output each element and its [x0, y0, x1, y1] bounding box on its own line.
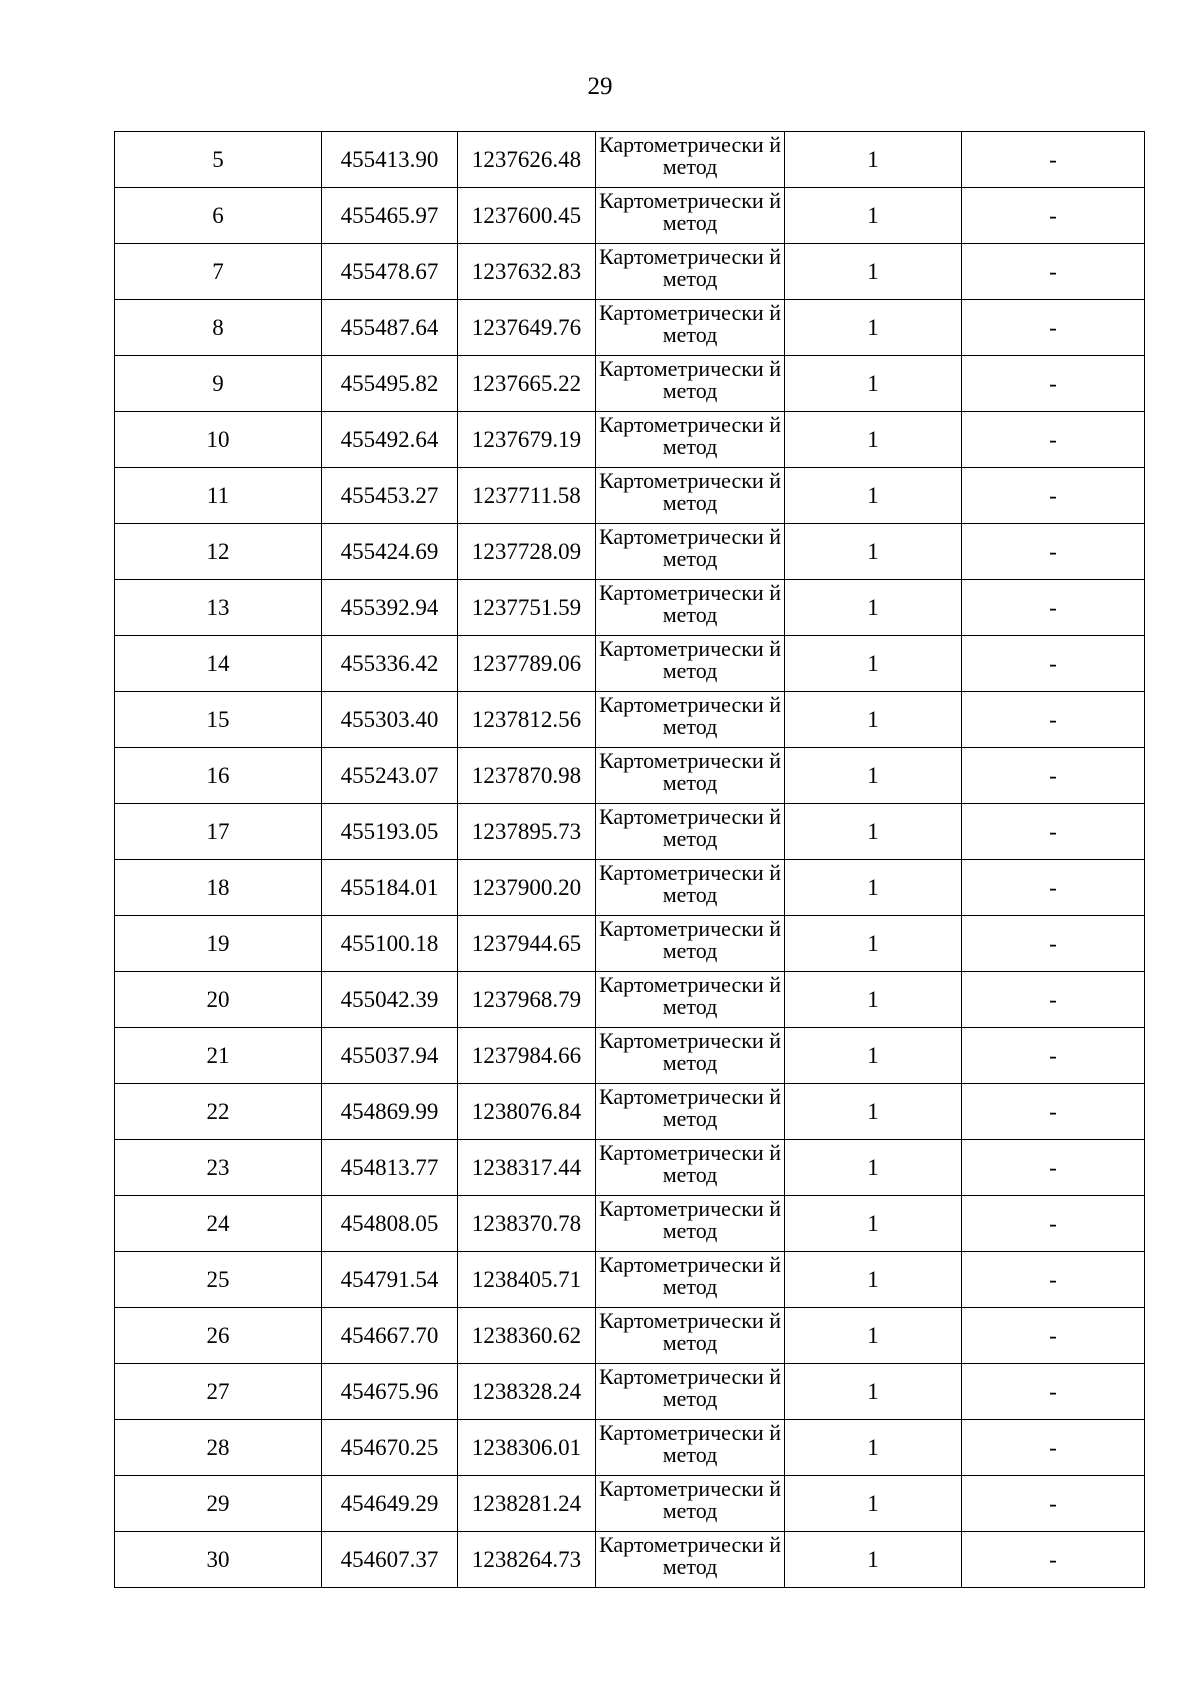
table-row	[115, 356, 1145, 412]
accuracy-cell: 1	[785, 1028, 962, 1084]
table-row	[115, 972, 1145, 1028]
method-cell: Картометрически й метод	[596, 1028, 785, 1084]
table-row	[115, 636, 1145, 692]
description-cell: -	[962, 524, 1145, 580]
point-number-cell: 23	[115, 1140, 322, 1196]
accuracy-cell: 1	[785, 804, 962, 860]
accuracy-cell: 1	[785, 412, 962, 468]
accuracy-cell: 1	[785, 524, 962, 580]
accuracy-cell: 1	[785, 1420, 962, 1476]
table-row	[115, 692, 1145, 748]
point-number-cell: 25	[115, 1252, 322, 1308]
method-cell: Картометрически й метод	[596, 580, 785, 636]
method-cell: Картометрически й метод	[596, 356, 785, 412]
x-coordinate-cell: 455392.94	[322, 580, 458, 636]
method-cell: Картометрически й метод	[596, 1420, 785, 1476]
table-row	[115, 1364, 1145, 1420]
y-coordinate-cell: 1237900.20	[458, 860, 596, 916]
accuracy-cell: 1	[785, 692, 962, 748]
accuracy-cell: 1	[785, 1084, 962, 1140]
x-coordinate-cell: 454649.29	[322, 1476, 458, 1532]
y-coordinate-cell: 1237679.19	[458, 412, 596, 468]
point-number-cell: 26	[115, 1308, 322, 1364]
y-coordinate-cell: 1238281.24	[458, 1476, 596, 1532]
description-cell: -	[962, 1084, 1145, 1140]
accuracy-cell: 1	[785, 188, 962, 244]
description-cell: -	[962, 1028, 1145, 1084]
y-coordinate-cell: 1238076.84	[458, 1084, 596, 1140]
x-coordinate-cell: 455487.64	[322, 300, 458, 356]
y-coordinate-cell: 1238306.01	[458, 1420, 596, 1476]
x-coordinate-cell: 455336.42	[322, 636, 458, 692]
page-number: 29	[587, 73, 613, 100]
y-coordinate-cell: 1237789.06	[458, 636, 596, 692]
x-coordinate-cell: 455303.40	[322, 692, 458, 748]
table-row	[115, 748, 1145, 804]
table-row	[115, 580, 1145, 636]
accuracy-cell: 1	[785, 1308, 962, 1364]
point-number-cell: 28	[115, 1420, 322, 1476]
method-cell: Картометрически й метод	[596, 1476, 785, 1532]
point-number-cell: 15	[115, 692, 322, 748]
y-coordinate-cell: 1237649.76	[458, 300, 596, 356]
table-row	[115, 1028, 1145, 1084]
table-row	[115, 1196, 1145, 1252]
point-number-cell: 5	[115, 132, 322, 188]
point-number-cell: 6	[115, 188, 322, 244]
accuracy-cell: 1	[785, 636, 962, 692]
description-cell: -	[962, 692, 1145, 748]
x-coordinate-cell: 454607.37	[322, 1532, 458, 1588]
accuracy-cell: 1	[785, 1252, 962, 1308]
accuracy-cell: 1	[785, 132, 962, 188]
y-coordinate-cell: 1237632.83	[458, 244, 596, 300]
description-cell: -	[962, 1252, 1145, 1308]
description-cell: -	[962, 916, 1145, 972]
method-cell: Картометрически й метод	[596, 860, 785, 916]
x-coordinate-cell: 455037.94	[322, 1028, 458, 1084]
accuracy-cell: 1	[785, 356, 962, 412]
x-coordinate-cell: 454670.25	[322, 1420, 458, 1476]
description-cell: -	[962, 1196, 1145, 1252]
method-cell: Картометрически й метод	[596, 300, 785, 356]
method-cell: Картометрически й метод	[596, 412, 785, 468]
y-coordinate-cell: 1237870.98	[458, 748, 596, 804]
y-coordinate-cell: 1237751.59	[458, 580, 596, 636]
point-number-cell: 17	[115, 804, 322, 860]
x-coordinate-cell: 455413.90	[322, 132, 458, 188]
y-coordinate-cell: 1238317.44	[458, 1140, 596, 1196]
x-coordinate-cell: 454869.99	[322, 1084, 458, 1140]
table-row	[115, 524, 1145, 580]
table-row	[115, 804, 1145, 860]
y-coordinate-cell: 1238405.71	[458, 1252, 596, 1308]
y-coordinate-cell: 1237812.56	[458, 692, 596, 748]
table-row	[115, 860, 1145, 916]
x-coordinate-cell: 454675.96	[322, 1364, 458, 1420]
description-cell: -	[962, 300, 1145, 356]
method-cell: Картометрически й метод	[596, 132, 785, 188]
y-coordinate-cell: 1237968.79	[458, 972, 596, 1028]
description-cell: -	[962, 1476, 1145, 1532]
table-row	[115, 1532, 1145, 1588]
table-row	[115, 1476, 1145, 1532]
description-cell: -	[962, 1532, 1145, 1588]
table-row	[115, 916, 1145, 972]
description-cell: -	[962, 1140, 1145, 1196]
x-coordinate-cell: 454813.77	[322, 1140, 458, 1196]
description-cell: -	[962, 1308, 1145, 1364]
method-cell: Картометрически й метод	[596, 916, 785, 972]
point-number-cell: 10	[115, 412, 322, 468]
description-cell: -	[962, 748, 1145, 804]
description-cell: -	[962, 132, 1145, 188]
point-number-cell: 20	[115, 972, 322, 1028]
x-coordinate-cell: 455193.05	[322, 804, 458, 860]
point-number-cell: 8	[115, 300, 322, 356]
accuracy-cell: 1	[785, 244, 962, 300]
y-coordinate-cell: 1238264.73	[458, 1532, 596, 1588]
y-coordinate-cell: 1238370.78	[458, 1196, 596, 1252]
x-coordinate-cell: 454808.05	[322, 1196, 458, 1252]
accuracy-cell: 1	[785, 300, 962, 356]
table-row	[115, 188, 1145, 244]
x-coordinate-cell: 455453.27	[322, 468, 458, 524]
description-cell: -	[962, 244, 1145, 300]
x-coordinate-cell: 454791.54	[322, 1252, 458, 1308]
x-coordinate-cell: 455184.01	[322, 860, 458, 916]
description-cell: -	[962, 636, 1145, 692]
y-coordinate-cell: 1238360.62	[458, 1308, 596, 1364]
y-coordinate-cell: 1237895.73	[458, 804, 596, 860]
y-coordinate-cell: 1237665.22	[458, 356, 596, 412]
point-number-cell: 14	[115, 636, 322, 692]
description-cell: -	[962, 356, 1145, 412]
method-cell: Картометрически й метод	[596, 1140, 785, 1196]
method-cell: Картометрически й метод	[596, 972, 785, 1028]
point-number-cell: 9	[115, 356, 322, 412]
accuracy-cell: 1	[785, 468, 962, 524]
description-cell: -	[962, 580, 1145, 636]
method-cell: Картометрически й метод	[596, 188, 785, 244]
table-row	[115, 1420, 1145, 1476]
point-number-cell: 16	[115, 748, 322, 804]
accuracy-cell: 1	[785, 1532, 962, 1588]
y-coordinate-cell: 1237944.65	[458, 916, 596, 972]
point-number-cell: 18	[115, 860, 322, 916]
point-number-cell: 24	[115, 1196, 322, 1252]
description-cell: -	[962, 804, 1145, 860]
accuracy-cell: 1	[785, 1476, 962, 1532]
method-cell: Картометрически й метод	[596, 244, 785, 300]
table-row	[115, 1252, 1145, 1308]
accuracy-cell: 1	[785, 860, 962, 916]
x-coordinate-cell: 455243.07	[322, 748, 458, 804]
point-number-cell: 27	[115, 1364, 322, 1420]
x-coordinate-cell: 455492.64	[322, 412, 458, 468]
y-coordinate-cell: 1237711.58	[458, 468, 596, 524]
x-coordinate-cell: 455465.97	[322, 188, 458, 244]
description-cell: -	[962, 412, 1145, 468]
y-coordinate-cell: 1237984.66	[458, 1028, 596, 1084]
point-number-cell: 13	[115, 580, 322, 636]
y-coordinate-cell: 1237600.45	[458, 188, 596, 244]
description-cell: -	[962, 972, 1145, 1028]
method-cell: Картометрически й метод	[596, 1084, 785, 1140]
table-row	[115, 132, 1145, 188]
accuracy-cell: 1	[785, 1196, 962, 1252]
method-cell: Картометрически й метод	[596, 1364, 785, 1420]
method-cell: Картометрически й метод	[596, 1252, 785, 1308]
accuracy-cell: 1	[785, 1364, 962, 1420]
method-cell: Картометрически й метод	[596, 468, 785, 524]
method-cell: Картометрически й метод	[596, 1308, 785, 1364]
description-cell: -	[962, 468, 1145, 524]
description-cell: -	[962, 188, 1145, 244]
x-coordinate-cell: 455478.67	[322, 244, 458, 300]
y-coordinate-cell: 1237728.09	[458, 524, 596, 580]
table-row	[115, 1308, 1145, 1364]
x-coordinate-cell: 454667.70	[322, 1308, 458, 1364]
table-row	[115, 468, 1145, 524]
point-number-cell: 12	[115, 524, 322, 580]
coordinates-table	[114, 131, 1145, 1588]
description-cell: -	[962, 1420, 1145, 1476]
description-cell: -	[962, 1364, 1145, 1420]
table-row	[115, 244, 1145, 300]
point-number-cell: 21	[115, 1028, 322, 1084]
x-coordinate-cell: 455042.39	[322, 972, 458, 1028]
accuracy-cell: 1	[785, 580, 962, 636]
accuracy-cell: 1	[785, 916, 962, 972]
method-cell: Картометрически й метод	[596, 804, 785, 860]
method-cell: Картометрически й метод	[596, 692, 785, 748]
point-number-cell: 29	[115, 1476, 322, 1532]
accuracy-cell: 1	[785, 972, 962, 1028]
accuracy-cell: 1	[785, 1140, 962, 1196]
method-cell: Картометрически й метод	[596, 1532, 785, 1588]
y-coordinate-cell: 1237626.48	[458, 132, 596, 188]
table-row	[115, 1084, 1145, 1140]
x-coordinate-cell: 455424.69	[322, 524, 458, 580]
point-number-cell: 7	[115, 244, 322, 300]
table-row	[115, 1140, 1145, 1196]
y-coordinate-cell: 1238328.24	[458, 1364, 596, 1420]
accuracy-cell: 1	[785, 748, 962, 804]
x-coordinate-cell: 455100.18	[322, 916, 458, 972]
description-cell: -	[962, 860, 1145, 916]
point-number-cell: 30	[115, 1532, 322, 1588]
method-cell: Картометрически й метод	[596, 636, 785, 692]
point-number-cell: 19	[115, 916, 322, 972]
point-number-cell: 11	[115, 468, 322, 524]
method-cell: Картометрически й метод	[596, 1196, 785, 1252]
table-row	[115, 300, 1145, 356]
method-cell: Картометрически й метод	[596, 524, 785, 580]
coordinates-table-body	[115, 132, 1145, 1588]
table-row	[115, 412, 1145, 468]
x-coordinate-cell: 455495.82	[322, 356, 458, 412]
point-number-cell: 22	[115, 1084, 322, 1140]
method-cell: Картометрически й метод	[596, 748, 785, 804]
